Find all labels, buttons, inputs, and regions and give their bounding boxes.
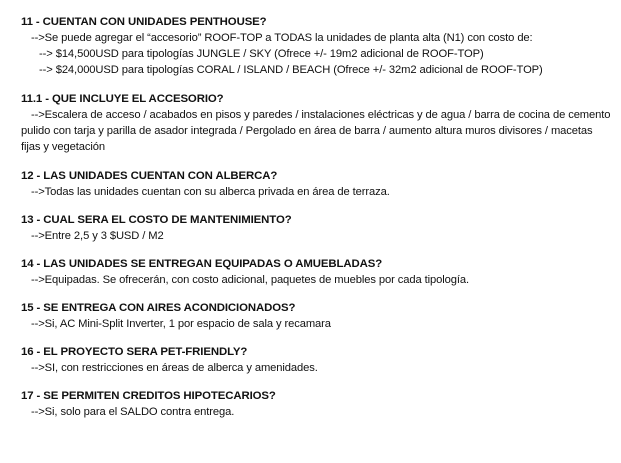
faq-question: 13 - CUAL SERA EL COSTO DE MANTENIMIENTO?: [21, 214, 292, 226]
faq-question: 14 - LAS UNIDADES SE ENTREGAN EQUIPADAS O AMUEBLADAS?: [21, 258, 383, 270]
faq-answer: -->Si, AC Mini-Split Inverter, 1 por espacio de sala y recamara: [31, 318, 331, 330]
section-spacer: [21, 155, 611, 168]
faq-question: 17 - SE PERMITEN CREDITOS HIPOTECARIOS?: [21, 390, 276, 402]
faq-section-12: [21, 168, 611, 200]
faq-question: 15 - SE ENTREGA CON AIRES ACONDICIONADOS?: [21, 302, 296, 314]
faq-section-16: [21, 344, 611, 376]
faq-answer: -->Escalera de acceso / acabados en pisos y paredes / instalaciones eléctricas y de agua / barra de cocina de cemento pulido con tarja y parilla de asador integrada / Pergolado en área de barra / aumento altura muros divisores / macetas fijas y vegetación: [21, 109, 611, 153]
section-spacer: [21, 200, 611, 212]
faq-section-17: [21, 388, 611, 420]
faq-question: 12 - LAS UNIDADES CUENTAN CON ALBERCA?: [21, 170, 278, 182]
faq-answer: -->Entre 2,5 y 3 $USD / M2: [31, 230, 164, 242]
faq-answer: --> $24,000USD para tipologías CORAL / ISLAND / BEACH (Ofrece +/- 32m2 adicional de ROOF-TOP): [39, 64, 543, 76]
section-spacer: [21, 288, 611, 300]
faq-answer: -->Todas las unidades cuentan con su alberca privada en área de terraza.: [31, 186, 390, 198]
faq-answer: --> $14,500USD para tipologías JUNGLE / SKY (Ofrece +/- 19m2 adicional de ROOF-TOP): [39, 48, 484, 60]
faq-answer: -->Equipadas. Se ofrecerán, con costo adicional, paquetes de muebles por cada tipología.: [31, 274, 470, 286]
section-spacer: [21, 332, 611, 344]
section-spacer: [21, 244, 611, 256]
faq-section-11-1: [21, 91, 611, 155]
faq-section-15: [21, 300, 611, 332]
faq-section-14: [21, 256, 611, 288]
faq-question: 16 - EL PROYECTO SERA PET-FRIENDLY?: [21, 346, 248, 358]
section-spacer: [21, 376, 611, 388]
faq-answer: -->SI, con restricciones en áreas de alberca y amenidades.: [31, 362, 318, 374]
faq-section-13: [21, 212, 611, 244]
faq-question: 11.1 - QUE INCLUYE EL ACCESORIO?: [21, 93, 224, 105]
faq-answer: -->Si, solo para el SALDO contra entrega.: [31, 406, 235, 418]
faq-question: 11 - CUENTAN CON UNIDADES PENTHOUSE?: [21, 16, 267, 28]
faq-section-11: [21, 14, 611, 78]
section-spacer: [21, 78, 611, 91]
faq-answer: -->Se puede agregar el “accesorio” ROOF-TOP a TODAS la unidades de planta alta (N1) con costo de:: [31, 32, 533, 44]
